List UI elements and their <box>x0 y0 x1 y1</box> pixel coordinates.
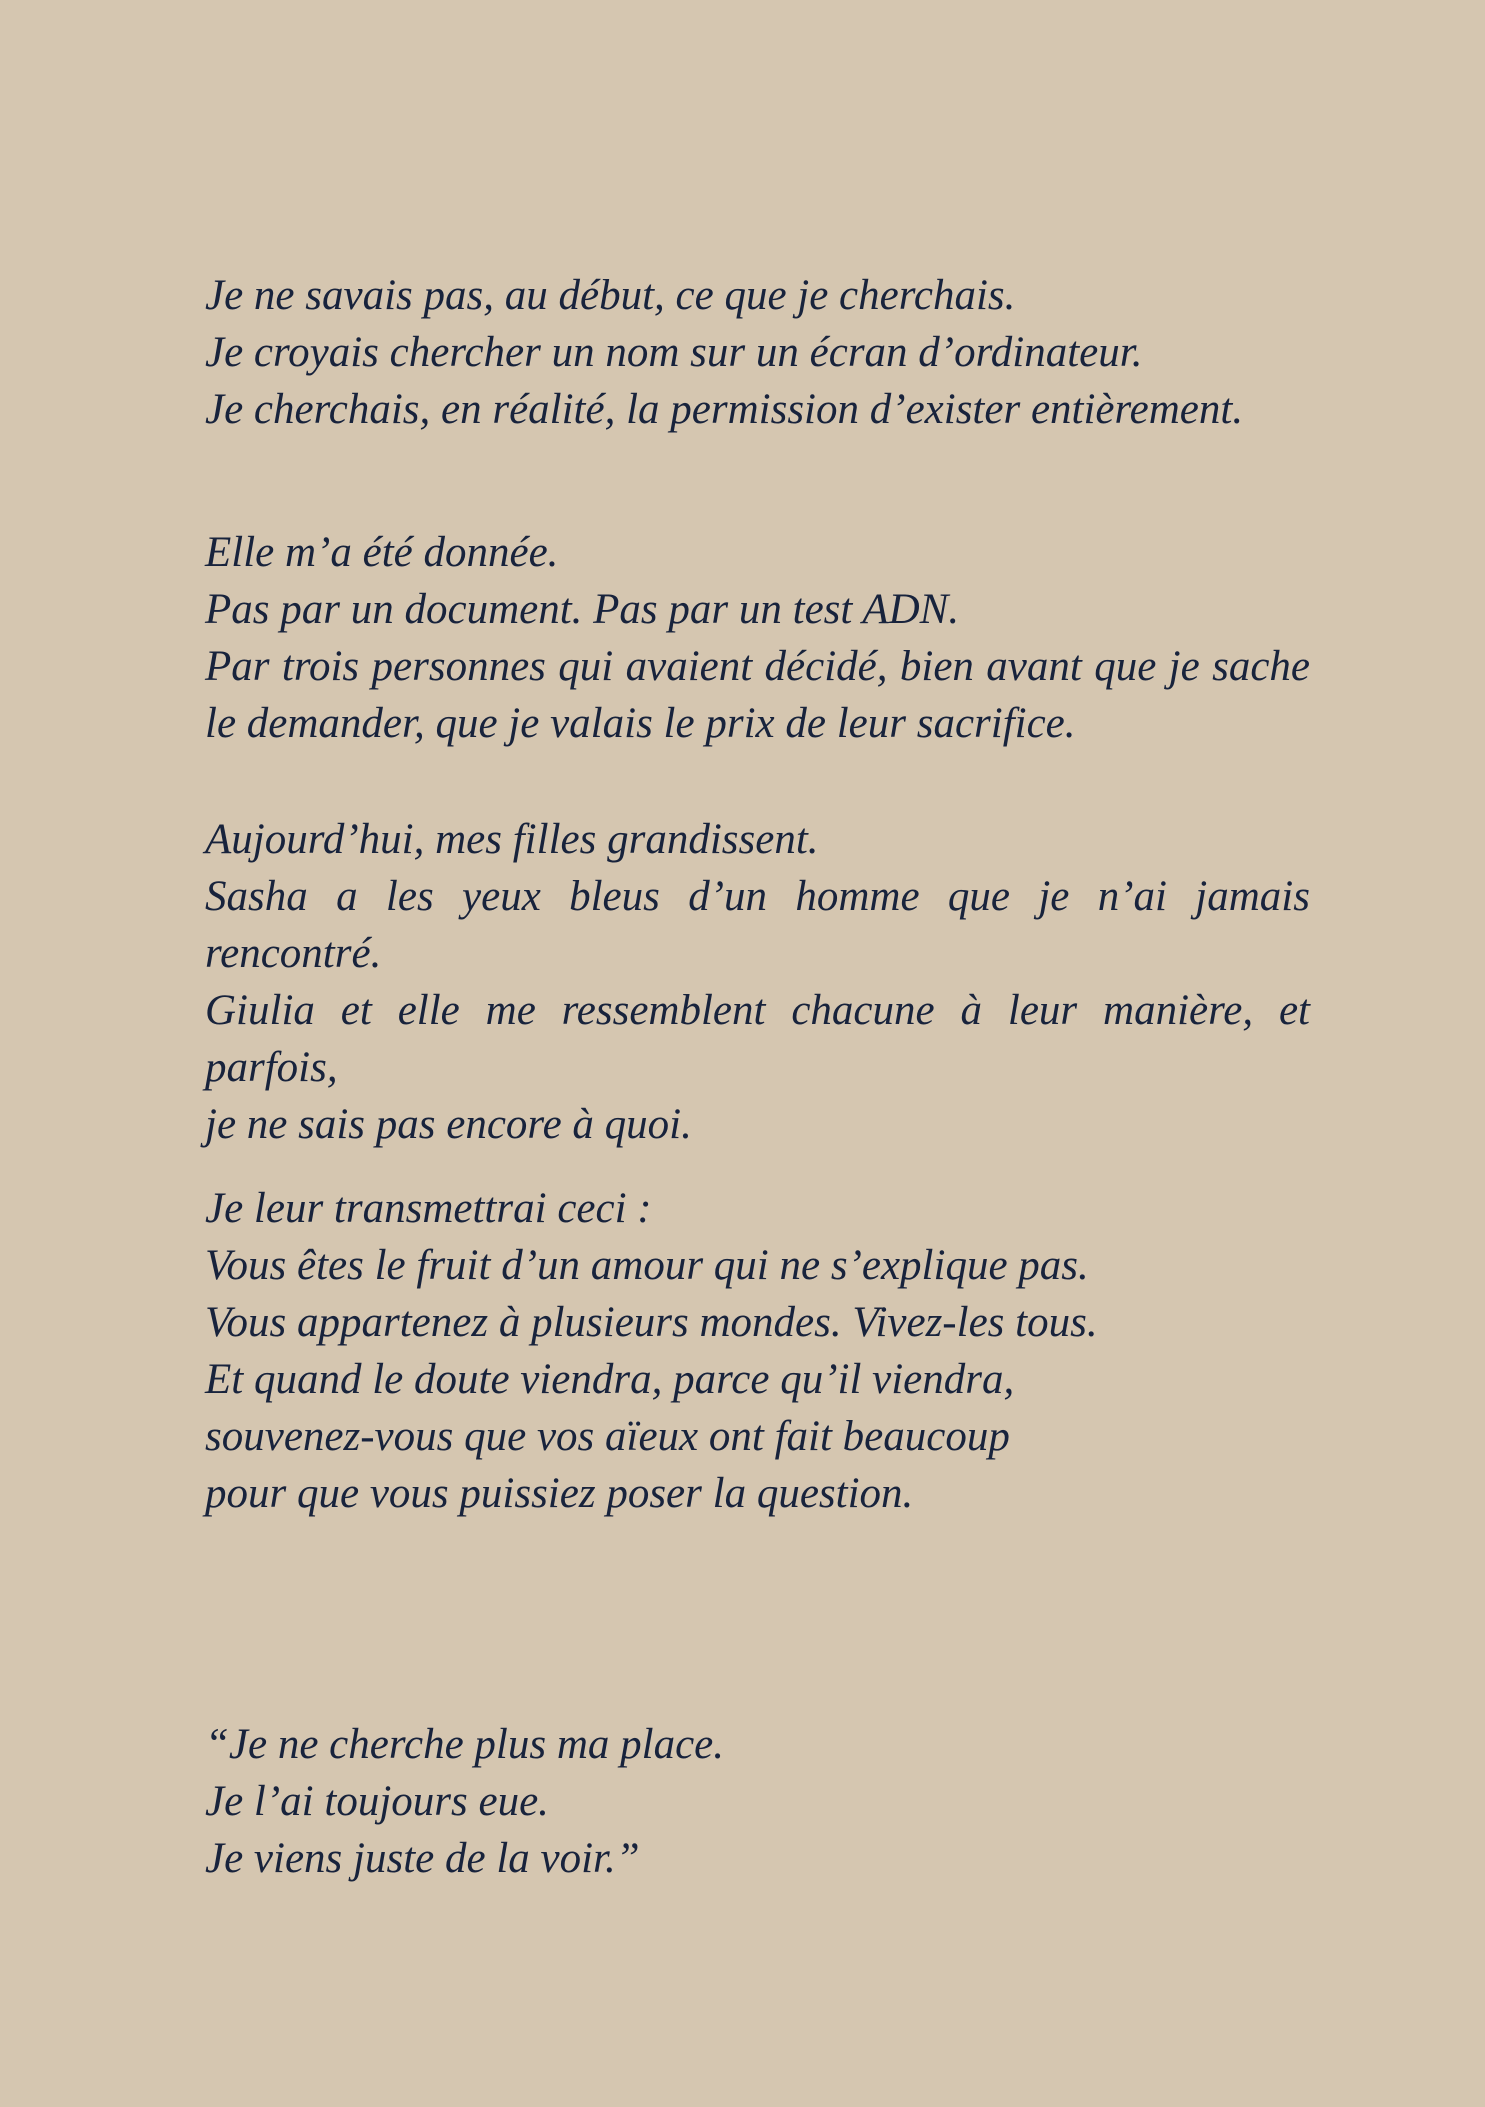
text-line: Pas par un document. Pas par un test ADN. <box>205 586 960 633</box>
text-line: Elle m’a été donnée. <box>205 529 559 576</box>
text-line: Je leur transmettrai ceci : <box>205 1185 652 1232</box>
text-line: je ne sais pas encore à quoi. <box>205 1101 692 1148</box>
text-line: pour que vous puissiez poser la question. <box>205 1470 914 1517</box>
text-line: Je cherchais, en réalité, la permission d’exister entièrement. <box>205 386 1244 433</box>
text-line: Sasha a les yeux bleus d’un homme que je n’ai jamais <box>205 873 1310 920</box>
text-line: Aujourd’hui, mes filles grandissent. <box>205 816 819 863</box>
text-line: Je croyais chercher un nom sur un écran d’ordinateur. <box>205 329 1143 376</box>
text-line: souvenez-vous que vos aïeux ont fait beaucoup <box>205 1413 1010 1460</box>
paragraph-permission <box>205 524 1310 752</box>
closing-quote <box>205 1716 1310 1887</box>
paragraph-legacy <box>205 1180 1310 1522</box>
quote-line: Je viens juste de la voir.” <box>205 1835 640 1882</box>
text-line: Giulia et elle me ressemblent chacune à leur manière, et parfois, <box>205 987 1310 1091</box>
quote-line: “Je ne cherche plus ma place. <box>205 1721 725 1768</box>
text-line: Vous êtes le fruit d’un amour qui ne s’explique pas. <box>205 1242 1089 1289</box>
quote-line: Je l’ai toujours eue. <box>205 1778 549 1825</box>
text-line: Vous appartenez à plusieurs mondes. Vivez-les tous. <box>205 1299 1098 1346</box>
text-line: Et quand le doute viendra, parce qu’il viendra, <box>205 1356 1015 1403</box>
paragraph-daughters <box>205 811 1310 1153</box>
paragraph-searching <box>205 267 1310 438</box>
text-line: rencontré. <box>205 930 382 977</box>
text-line: le demander, que je valais le prix de leur sacrifice. <box>205 700 1076 747</box>
text-line: Je ne savais pas, au début, ce que je cherchais. <box>205 272 1016 319</box>
text-line: Par trois personnes qui avaient décidé, bien avant que je sache <box>205 643 1310 690</box>
